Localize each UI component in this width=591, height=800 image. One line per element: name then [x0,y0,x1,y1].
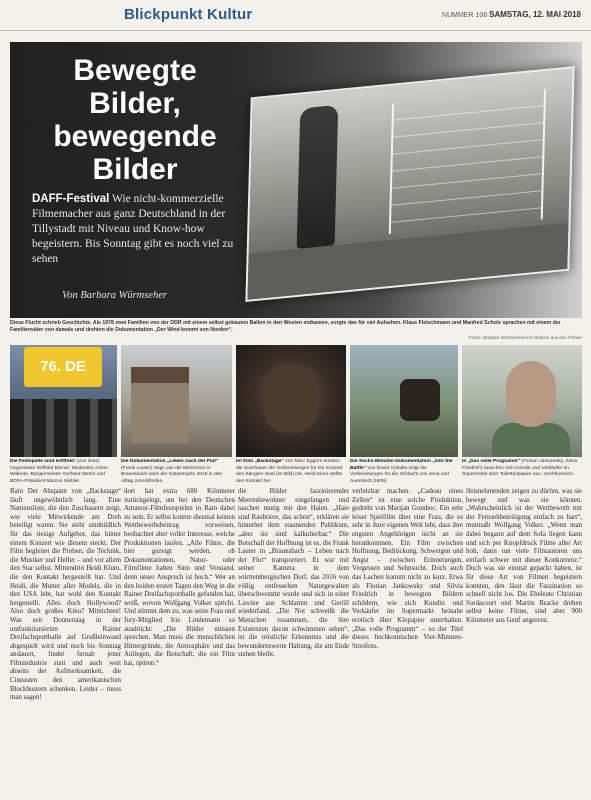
photo-flood-documentary [121,345,232,457]
photo-into-the-battle [350,345,458,457]
photo-festival-opening [10,345,117,457]
caption-text: von David Cebulla zeigt die Vorbereitungen für die Schlacht von Jena und Auerstedt (1806). [350,465,449,484]
hero-caption-text: Diese Flucht schrieb Geschichte. Als 1978 zwei Familien von der DDR mit einem selbst gebauten Ballon in den Westen entkamen, sorgte das für viel Aufsehen. Klaus Fleischmann und Manfred Scholz sprachen mit einem der Familienväter von damals und drehten die Dokumentation „Der Wind kommt von Norden“. [10,320,561,333]
issue-meta [442,10,581,19]
photo-caption [121,459,232,485]
photo-das-volle-programm [462,345,582,457]
issue-number: NUMMER 108 [442,12,488,19]
photo-face [264,363,318,433]
caption-text: (Florian Jankowsky, Silvia Friedrich) tauschen sich Kundin und Verkäufer im Supermarkt über Toilettenpapier aus. Hochkomisch. [462,459,578,477]
photo-caption [462,459,582,485]
article-column: die Bilder faszinierender Meeresbewohner eingefangen und tauchen mutig mit den Haien. „Haie sind Raubtiere, das schon“, erklären sie hinterher dem staunenden Publikum, „aber sie sind kalkulierbar.“ Die Botschaft der Hoffnung ist es, die Frank Lauter in „Braunsbach – Leben nach der Flut“ transportiert. Er war mit seiner Kamera in dem württembergischen Dorf, das 2016 von völlig entfesselten Naturgewalten überschwemmt wurde und sich in einer Lawine aus Schlamm und Geröll wiederfand. „Die Not schweißt die Menschen zusammen, die ihre Existenzen davon schwimmen sehen“, ist die tröstliche Erkenntnis und die bewundernswerte Haltung, die am Ende stehen bleibt. [238,488,349,659]
article-column: fleisnehmenden zeigen zu dürfen, was sie bewegt und was sie können. „Wahrscheinlich ist der Wettbewerb mit der Fernsehbeteiligung einfach zu hart“, mutmaßt Wolfgang Volker. „Wenn man dabei begann auf dem Sofa liegen kann und sich per Knopfdruck Filme aller Art holt, dann tun viele Filmautoren uns einfach schwer mit dieser Konkurrenz.“ Doch was sie einmal gepackt haben, ist für diese Art von Filmen begeistern konnten, den lässt die Faszination so schnell nicht los. Die Eheleute Christian Sordacourt und Martin Bracke drehen selbst keine Filme, sind aber 900 Kilometer aus Genf angereist. [466,488,582,624]
photo-house [131,367,189,443]
caption-text: (von links) Organisator Wilfried Berner, Moderator Anton Walbner, Bürgermeister Gerhard Martin und BDFA-Präsident Marcus Siebler. [10,459,108,484]
article-column: verletzbar machen. „Cadeau eines Zellen“ ist eine solche Produktion, gedreht von Marijan Gomboc. Ein sehr leiser Spielfilm über eine Frau, die so sehr in ihrer eigenen Welt lebt, dass ihre engsten Angehörigen nicht an sie herankommen. Ein Film zwischen Hoffnung, Bedrückung, Schweigen und Angst – zwischen Erinnerungen, Vergessen und Sehnsucht. Doch auch das Lachen kommt nicht zu kurz. Etwa als Florian Jankowsky und Silvia Friedrich in bewegten Bildern schildern, wie sich Kundin und Verkäufer im Supermarkt beinahe erotisch über Klopapier unterhalten. „Das volle Programm“ – so der Titel dieses hochkomischen Vier-Minuten-Streifens. [352,488,463,650]
caption-lead: Die Dokumentation „Leben nach der Flut“ [121,459,219,464]
teaser-label: DAFF-Festival [32,193,110,205]
projected-person [297,105,339,249]
caption-text: von Marc Eggers erleben die Zuschauer die Vorbereitungen für ein Konzert des Sängers Seal (im Bild) mit. Heidi Klum stellte den Kontakt her. [236,459,343,484]
caption-lead: Die Festspiele sind eröffnet: [10,459,76,464]
article-column: Rain Der Abspann von „Backstage“ läuft ungewöhnlich lang. Eine Namensliste, die den Zuschauern zeigt, wie viele Mitwirkende am Dreh beteiligt waren. Sie steht sinnbildlich für das riesige Aufgebot, das hinter einem Konzert wie diesem steckt. Der Film begleitet die Proben, die Technik, die Musiker und Helfer – und vor allem den Star selbst. Mittendrin Heidi Klum, die den Kontakt hergestellt hat. Und Heidi, die Mutter aller Models, die in den USA lebt, hat wohl den Kontakt hergestellt. Alles doch Hollywood? Also doch großes Kino? Mitnichten! Was seit Donnerstag in der umfunktionierten Rainer Dreifachsportballe auf Großleinwand abgespielt wird und noch bis Sonntag andauert, findet fernab jener Filmindustrie statt und auch weit abseits der Aufmerksamkeit, die Cineasten den amerikanischen Blockbustern schenken. Leider – muss man sagen! [10,488,121,702]
photo-face [506,361,556,427]
byline: Von Barbara Würmseher [62,290,167,301]
hero-image [10,42,582,318]
photo-horse [400,379,440,421]
teaser-text: Wie nicht-kommerzielle Filmemacher aus ganz Deutschland in der Tillystadt mit Niveau und Know-how begeistern. Bis Sonntag gibt es noch viel zu sehen [32,193,234,265]
projected-balloon-frame [389,89,546,234]
teaser [32,192,242,267]
article-column: dort hat extra 680 Kilometer zurückgelegt, um bei den Deutschen Amateur-Filmfestspielen in Rain dabei zu sein. Er selbst konnte diesmal keinen Wettbewerbsbeitrag vorweisen, beobachtet aber voller Interesse, welche Produktionen laufen. „Alle Filme, die hier gezeigt werden, ob Dokumentationen, Natur- oder Filmfilme haben Sinn und Verstand, denn unser Anspruch ist hoch.“ Wer an den beiden ersten Tagen den Weg in die Rainer Dreifachsportballe gefunden hat, weiß, wovon Wolfgang Volker spricht. Und stimmt dem zu, was seine Frau und Jury-Mitglied Iris Lindemann so ausdrückt: „Die Bilder müssen sprechen. Man muss die menschlichen Hintergründe, die Atmosphäre und das Anliegen, die Botschaft, die ein Film hat, spüren.“ [124,488,235,667]
festival-banner: 76. DE [24,347,102,387]
caption-lead: Im Film „Backstage“ [236,459,284,464]
section-title: Blickpunkt Kultur [124,6,253,23]
photo-caption [236,459,346,485]
photo-backstage-seal [236,345,346,457]
photo-credit: Fotos: Barbara Würmseher/mit Motiven aus den Filmen [469,335,582,340]
hero-caption [10,320,582,341]
headline: Bewegte Bilder, bewegende Bilder [53,54,217,186]
caption-lead: Die Sechs-Minuten-Dokumentation „Into the Battle“ [350,459,453,471]
photo-people [10,399,117,457]
photo-shirt [492,423,570,457]
photo-caption [350,459,458,485]
photo-caption [10,459,117,485]
page-header [0,0,591,31]
issue-date: SAMSTAG, 12. MAI 2018 [489,10,581,19]
caption-text: (Frank Lauter) zeigt, wie die Menschen in Braunsbach nach der Katastrophe 2016 in den Alltag zurückfinden. [121,465,223,484]
caption-lead: In „Das volle Programm“ [462,459,520,464]
projection-screen [245,66,574,302]
